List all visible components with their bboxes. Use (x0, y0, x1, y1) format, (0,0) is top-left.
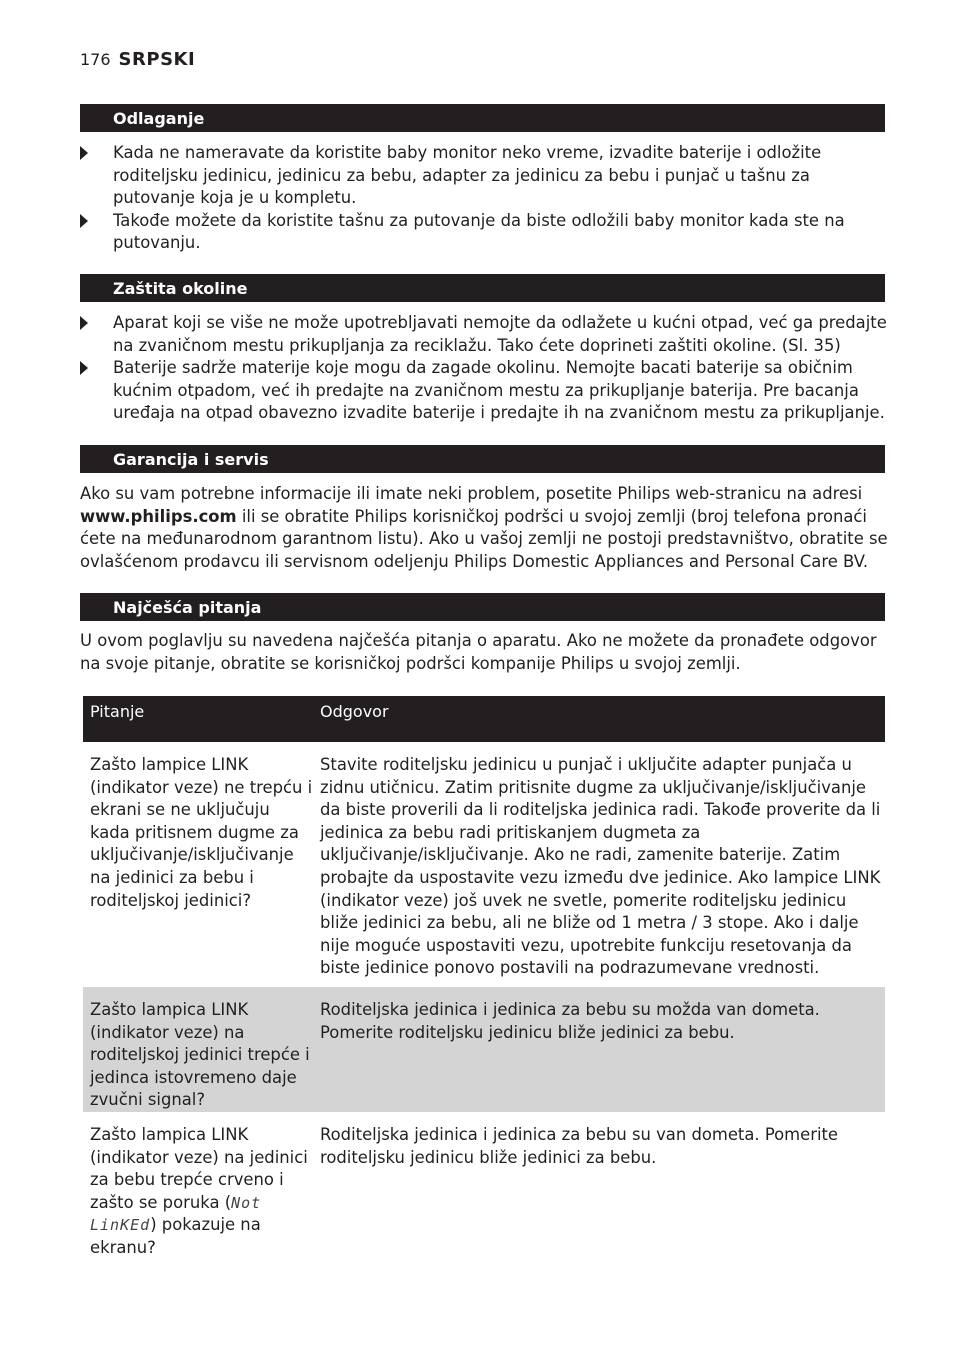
page-language: SRPSKI (118, 49, 196, 70)
bullet-arrow-icon (80, 210, 90, 232)
list-item (80, 142, 890, 210)
bullet-text: Kada ne nameravate da koristite baby monitor neko vreme, izvadite baterije i odložite roditeljsku jedinicu, jedinicu za bebu, adapter za jedinicu za bebu i punjač u tašnu za putovanje koja je u kompletu. (113, 143, 822, 208)
page-header (80, 49, 195, 73)
answer-cell: Stavite roditeljsku jedinicu u punjač i uključite adapter punjača u zidnu utičnicu. Zatim pritisnite dugme za uključivanje/isključivanje da biste proverili da li roditeljska jedinica radi. Takođe proverite da li jedinica za bebu radi pritiskanjem dugmeta za uključivanje/isključivanje. Ako ne radi, zamenite baterije. Zatim probajte da uspostavite vezu između dve jedinice. Ako lampice LINK (indikator veze) još uvek ne svetle, pomerite roditeljsku jedinicu bliže jedinici za bebu, ali ne bliže od 1 metra / 3 stope. Ako i dalje nije moguće uspostaviti vezu, upotrebite funkciju resetovanja da biste jedinice ponovo postavili na podrazumevane vrednosti. (320, 755, 881, 978)
question-text: Zašto lampica LINK (indikator veze) na jedinici za bebu trepće crveno i zašto se poruka ( (90, 1125, 308, 1212)
table-row (83, 987, 885, 1112)
disposal-list (80, 142, 890, 255)
bullet-text: Aparat koji se više ne može upotrebljavati nemojte da odlažete u kućni otpad, već ga predajte na zvaničnom mestu prikupljanja za reciklažu. Tako ćete doprineti zaštiti okoline. (Sl. 35) (113, 313, 887, 355)
bullet-text: Baterije sadrže materije koje mogu da zagade okolinu. Nemojte bacati baterije sa običnim kućnim otpadom, već ih predajte na zvaničnom mestu za prikupljanje baterija. Pre bacanja uređaja na otpad obavezno izvadite baterije i predajte ih na zvaničnom mestu za prikupljanje. (113, 358, 885, 423)
question-cell: Zašto lampice LINK (indikator veze) ne trepću i ekrani se ne uključuju kada pritisnem dugme za uključivanje/isključivanje na jedinici za bebu i roditeljskoj jedinici? (90, 755, 313, 910)
bullet-arrow-icon (80, 357, 90, 379)
answer-cell: Roditeljska jedinica i jedinica za bebu su možda van dometa. Pomerite roditeljsku jedinicu bliže jedinici za bebu. (320, 1000, 820, 1042)
question-cell (83, 1112, 313, 1262)
lcd-message: Not LinKEd (90, 1193, 262, 1235)
bullet-arrow-icon (80, 142, 90, 164)
faq-table (83, 696, 885, 1262)
faq-intro: U ovom poglavlju su navedena najčešća pitanja o aparatu. Ako ne možete da pronađete odgovor na svoje pitanje, obratite se korisničkoj podršci kompanije Philips u svojoj zemlji. (80, 631, 877, 673)
list-item (80, 312, 890, 357)
section-title-warranty: Garancija i servis (80, 445, 885, 473)
column-header-question: Pitanje (90, 702, 145, 721)
environment-list (80, 312, 890, 425)
question-text-end: ) pokazuje na ekranu? (90, 1215, 261, 1257)
section-title-faq: Najčešća pitanja (80, 593, 885, 621)
table-row (83, 742, 885, 987)
bullet-arrow-icon (80, 312, 90, 334)
answer-cell: Roditeljska jedinica i jedinica za bebu su van dometa. Pomerite roditeljsku jedinicu bliže jedinici za bebu. (320, 1125, 839, 1167)
list-item (80, 357, 890, 425)
faq-table-header (83, 696, 885, 742)
philips-website-link[interactable]: www.philips.com (80, 506, 237, 526)
section-title-environment: Zaštita okoline (80, 274, 885, 302)
list-item (80, 210, 890, 255)
section-title-disposal: Odlaganje (80, 104, 885, 132)
page-number: 176 (80, 50, 111, 69)
warranty-text-after: ili se obratite Philips korisničkoj podršci u svojoj zemlji (broj telefona pronaći ćete na međunarodnom garantnom listu). Ako u vašoj zemlji ne postoji predstavništvo, obratite se ovlašćenom prodavcu ili servisnom odeljenju Philips Domestic Appliances and Personal Care BV. (80, 506, 888, 571)
column-header-answer: Odgovor (320, 702, 389, 721)
warranty-paragraph (80, 483, 890, 573)
table-row (83, 1112, 885, 1262)
bullet-text: Takođe možete da koristite tašnu za putovanje da biste odložili baby monitor kada ste na putovanju. (113, 210, 845, 253)
question-cell: Zašto lampica LINK (indikator veze) na roditeljskoj jedinici trepće i jedinca istovremeno daje zvučni signal? (90, 1000, 310, 1110)
warranty-text-before: Ako su vam potrebne informacije ili imate neki problem, posetite Philips web-stranicu na adresi (80, 484, 863, 503)
